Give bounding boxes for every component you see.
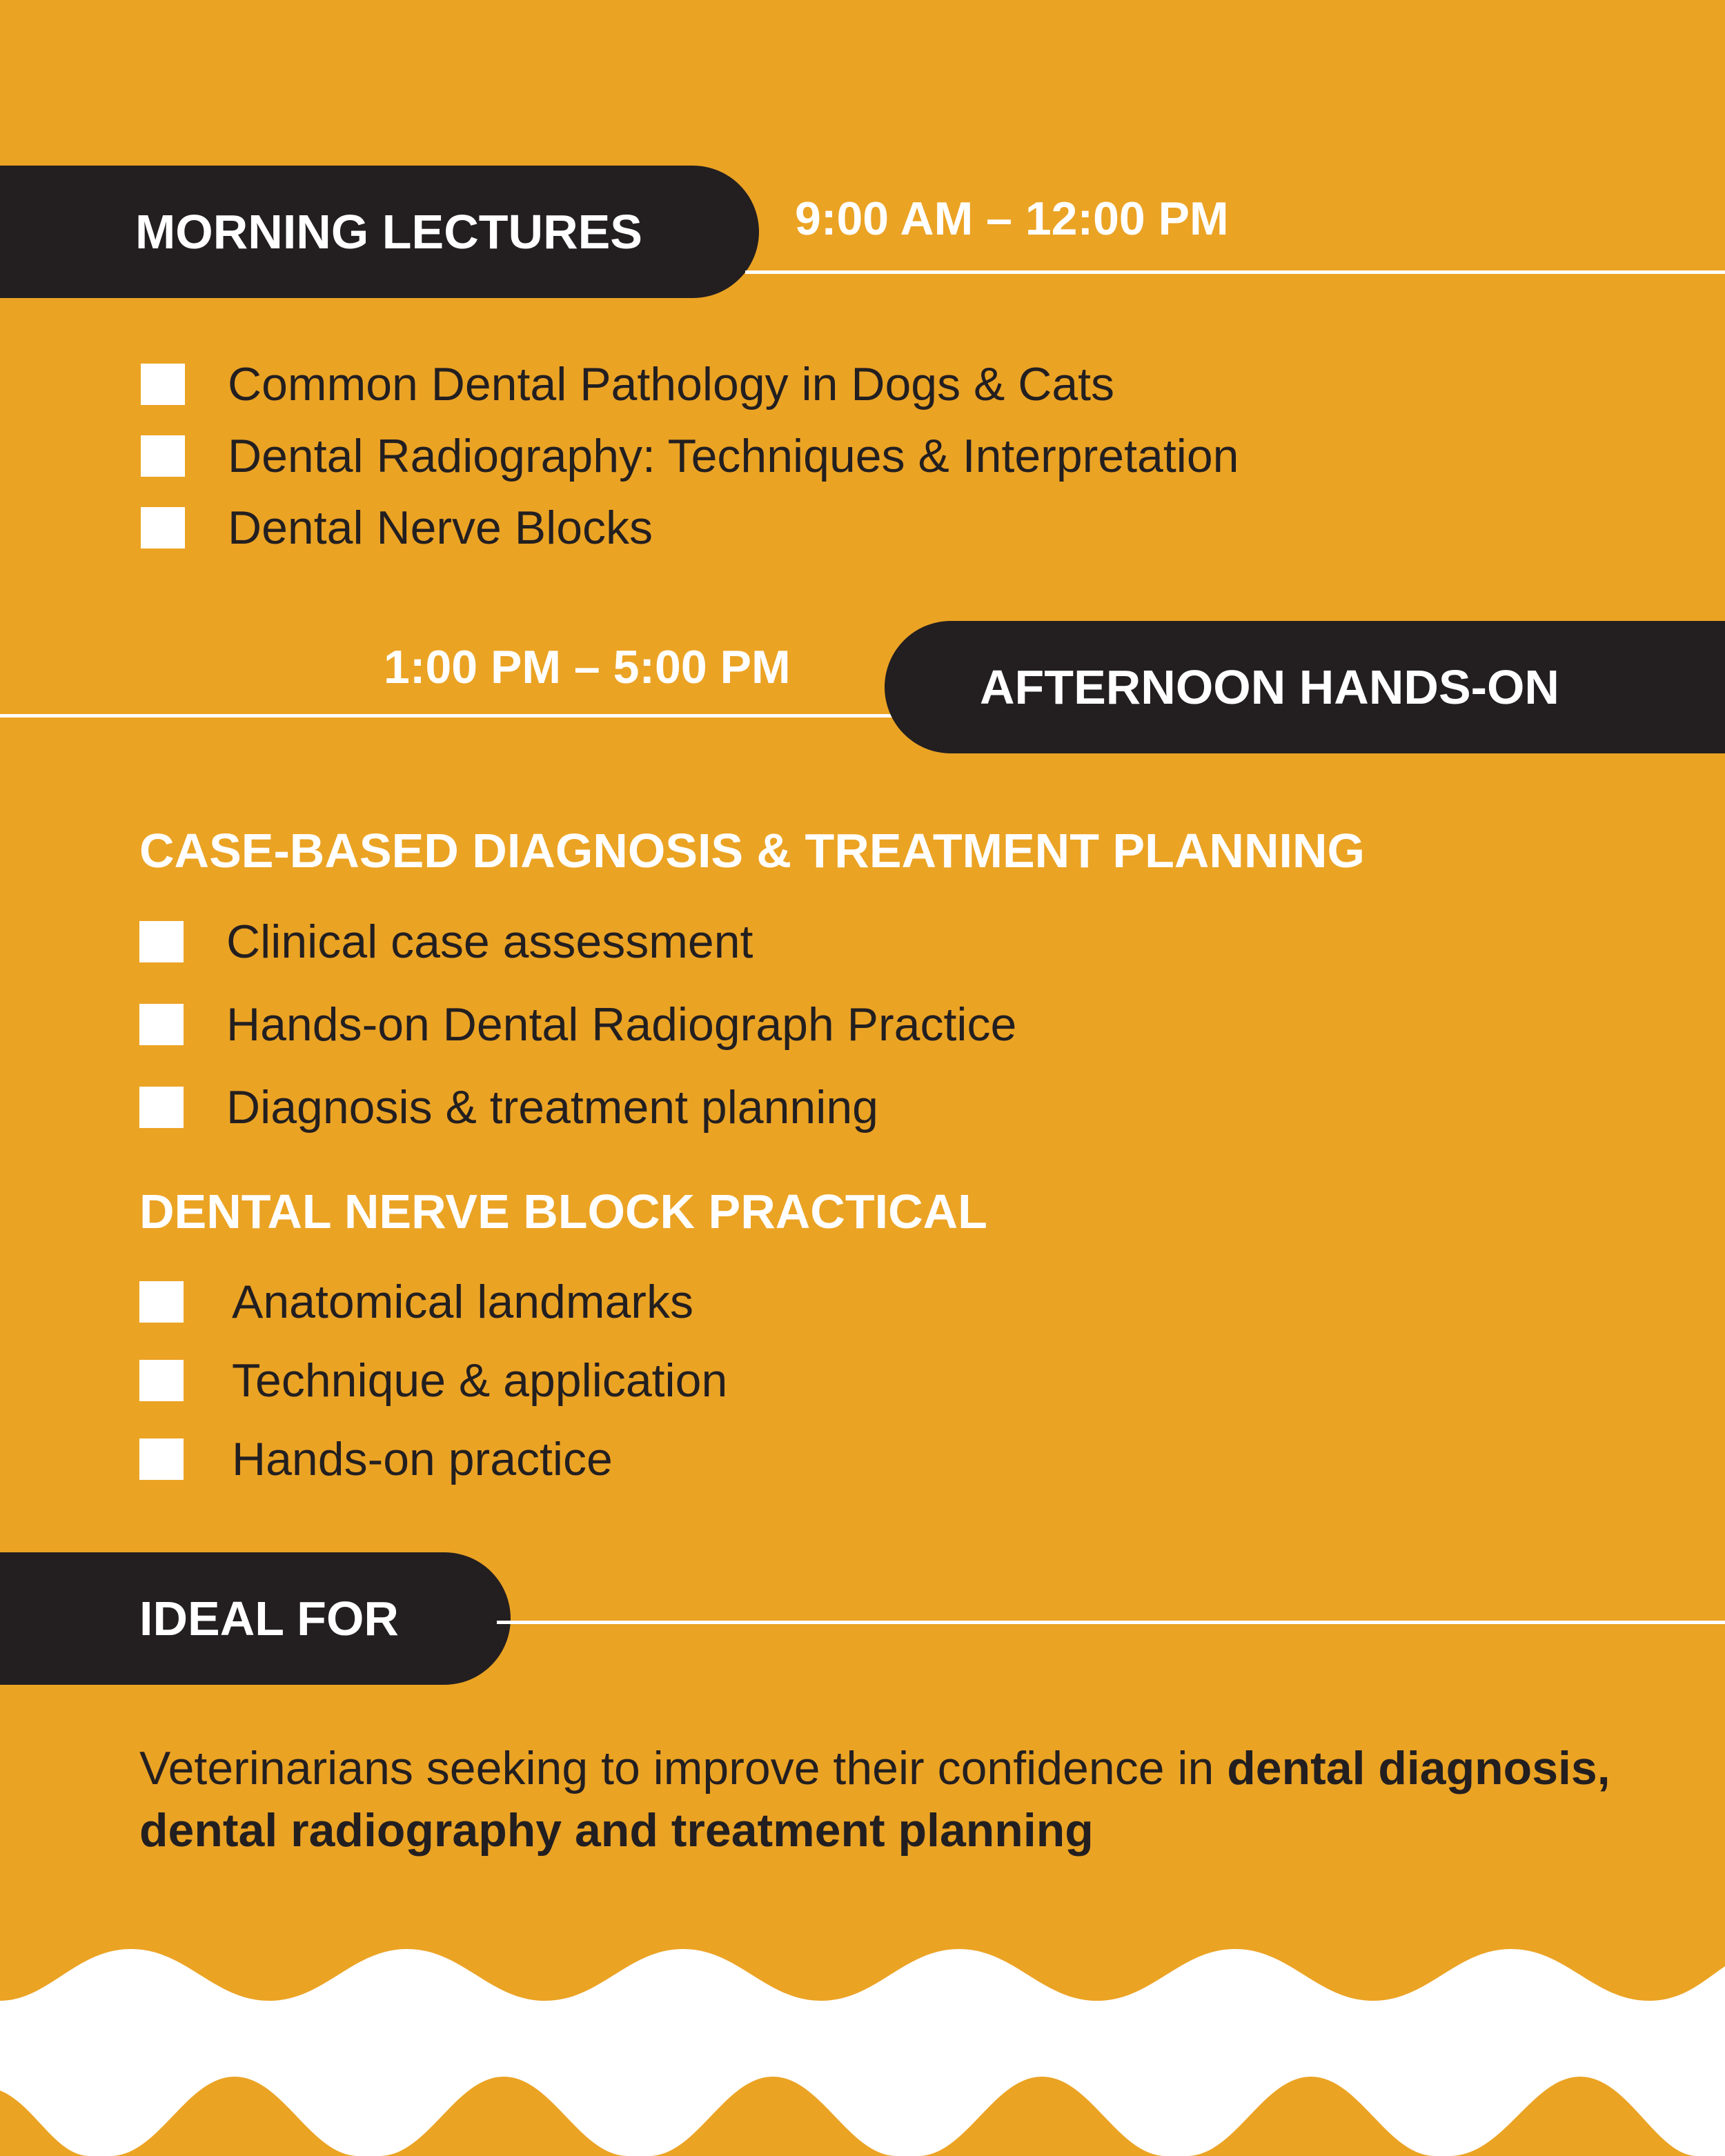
list-item-label: Hands-on practice	[232, 1433, 613, 1485]
list-item-label: Dental Nerve Blocks	[228, 502, 653, 554]
ideal-for-banner	[0, 1552, 511, 1685]
list-item	[141, 492, 1239, 564]
nerve-block-list	[139, 1263, 727, 1499]
list-item	[139, 1263, 727, 1341]
checkbox-icon	[139, 1004, 184, 1045]
list-item-label: Technique & application	[232, 1354, 728, 1407]
morning-lectures-title: MORNING LECTURES	[135, 205, 642, 259]
ideal-divider	[497, 1621, 1725, 1624]
case-based-list	[139, 900, 1016, 1149]
list-item	[139, 1420, 727, 1499]
morning-list	[141, 348, 1239, 564]
list-item	[141, 420, 1239, 492]
ideal-text-plain: Veterinarians seeking to improve their confidence in	[139, 1742, 1228, 1794]
checkbox-icon	[141, 435, 185, 477]
list-item-label: Diagnosis & treatment planning	[226, 1081, 878, 1134]
list-item	[139, 1341, 727, 1420]
morning-time: 9:00 AM – 12:00 PM	[795, 192, 1229, 245]
ideal-for-description	[139, 1737, 1623, 1861]
list-item	[139, 900, 1016, 983]
checkbox-icon	[139, 1360, 184, 1401]
case-based-heading: CASE-BASED DIAGNOSIS & TREATMENT PLANNING	[139, 824, 1365, 878]
checkbox-icon	[139, 1281, 184, 1323]
morning-divider	[745, 270, 1725, 274]
afternoon-hands-on-banner	[885, 621, 1725, 753]
afternoon-hands-on-title: AFTERNOON HANDS-ON	[980, 660, 1559, 714]
checkbox-icon	[139, 1438, 184, 1480]
list-item-label: Hands-on Dental Radiograph Practice	[226, 998, 1017, 1051]
ideal-text-bold: dental diagnosis, dental radiography and treatment planning	[139, 1742, 1610, 1857]
checkbox-icon	[141, 507, 185, 548]
list-item	[139, 1066, 1016, 1149]
afternoon-divider	[0, 714, 911, 718]
list-item-label: Dental Radiography: Techniques & Interpretation	[228, 430, 1239, 482]
checkbox-icon	[139, 921, 184, 962]
list-item	[139, 983, 1016, 1066]
checkbox-icon	[139, 1087, 184, 1128]
afternoon-time: 1:00 PM – 5:00 PM	[384, 641, 791, 693]
list-item-label: Common Dental Pathology in Dogs & Cats	[228, 358, 1115, 411]
nerve-block-heading: DENTAL NERVE BLOCK PRACTICAL	[139, 1185, 987, 1238]
morning-lectures-banner	[0, 166, 759, 298]
ideal-for-title: IDEAL FOR	[139, 1592, 399, 1645]
list-item-label: Anatomical landmarks	[232, 1276, 693, 1328]
list-item-label: Clinical case assessment	[226, 916, 753, 968]
list-item	[141, 348, 1239, 420]
wave-decoration-icon	[0, 1939, 1725, 2156]
checkbox-icon	[141, 364, 185, 405]
